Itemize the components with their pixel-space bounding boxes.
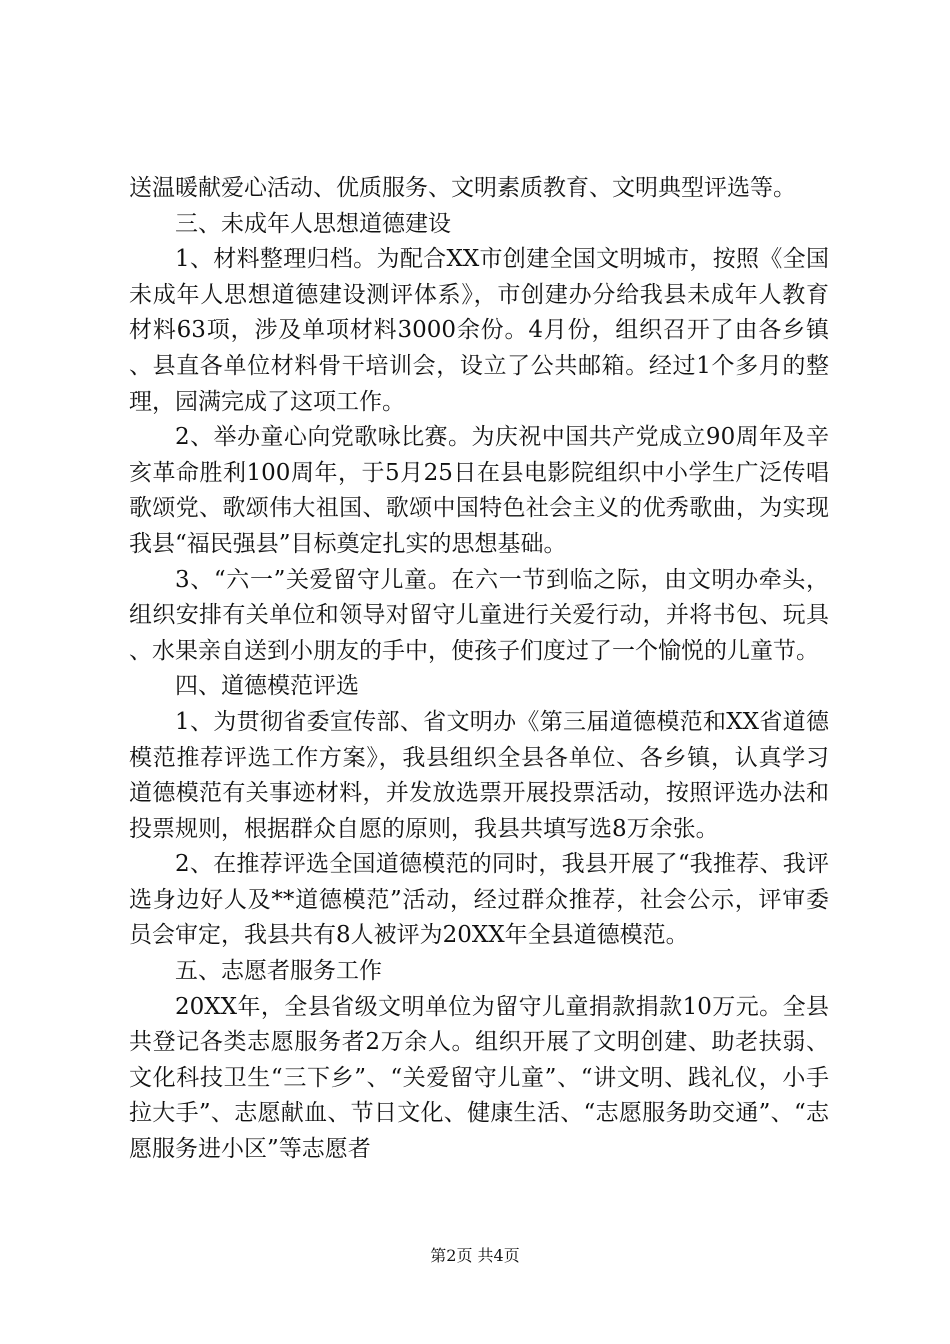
paragraph-childrens-day: 3、“六一”关爱留守儿童。在六一节到临之际，由文明办牵头，组织安排有关单位和领导对留守儿童进行关爱行动，并将书包、玩具、水果亲自送到小朋友的手中，使孩子们度过了一个愉悦的儿童节。 bbox=[129, 566, 829, 664]
section-heading-moral-models: 四、道德模范评选 bbox=[175, 673, 359, 700]
paragraph-singing-contest: 2、举办童心向党歌咏比赛。为庆祝中国共产党成立90周年及辛亥革命胜利100周年，于5月25日在县电影院组织中小学生广泛传唱歌颂党、歌颂伟大祖国、歌颂中国特色社会主义的优秀歌曲，为实现我县“福民强县”目标奠定扎实的思想基础。 bbox=[129, 424, 829, 557]
document-body bbox=[129, 171, 829, 1168]
page-number-footer: 第2页 共4页 bbox=[430, 1246, 520, 1265]
paragraph-materials-archiving: 1、材料整理归档。为配合XX市创建全国文明城市，按照《全国未成年人思想道德建设测评体系》，市创建办分给我县未成年人教育材料63项，涉及单项材料3000余份。4月份，组织召开了由各乡镇、县直各单位材料骨干培训会，设立了公共邮箱。经过1个多月的整理，园满完成了这项工作。 bbox=[129, 246, 829, 415]
paragraph-moral-model-selection: 1、为贯彻省委宣传部、省文明办《第三届道德模范和XX省道德模范推荐评选工作方案》，我县组织全县各单位、各乡镇，认真学习道德模范有关事迹材料，并发放选票开展投票活动，按照评选办法和投票规则，根据群众自愿的原则，我县共填写选8万余张。 bbox=[129, 708, 829, 842]
paragraph-volunteer-service: 20XX年，全县省级文明单位为留守儿童捐款捐款10万元。全县共登记各类志愿服务者2万余人。组织开展了文明创建、助老扶弱、文化科技卫生“三下乡”、“关爱留守儿童”、“讲文明、践礼仪，小手拉大手”、志愿献血、节日文化、健康生活、“志愿服务助交通”、“志愿服务进小区”等志愿者 bbox=[129, 993, 829, 1163]
paragraph-good-people-recommendation: 2、在推荐评选全国道德模范的同时，我县开展了“我推荐、我评选身边好人及**道德模范”活动，经过群众推荐，社会公示，评审委员会审定，我县共有8人被评为20XX年全县道德模范。 bbox=[129, 851, 829, 949]
paragraph-continuation: 送温暖献爱心活动、优质服务、文明素质教育、文明典型评选等。 bbox=[129, 175, 796, 201]
section-heading-volunteers: 五、志愿者服务工作 bbox=[175, 958, 382, 985]
section-heading-minors: 三、未成年人思想道德建设 bbox=[175, 210, 451, 237]
